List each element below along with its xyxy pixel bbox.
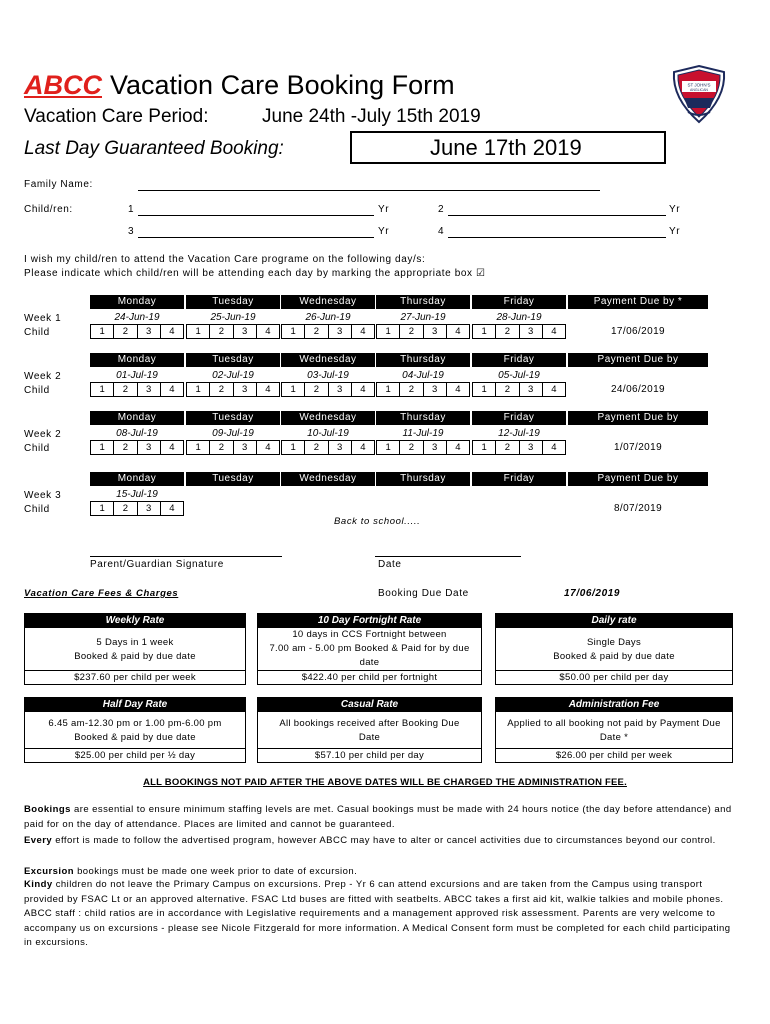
child-checkbox-3[interactable]: 3	[138, 441, 161, 454]
child-checkbox-4[interactable]: 4	[265, 442, 271, 453]
fee-box-line: Date	[358, 732, 381, 743]
svg-text:ST JOHN'S: ST JOHN'S	[687, 82, 711, 88]
yr-label: Yr	[669, 204, 681, 215]
child-checkbox-3[interactable]: 3	[424, 441, 447, 454]
payment-due-header: Payment Due by	[568, 353, 708, 367]
period-value: June 24th -July 15th 2019	[262, 106, 481, 127]
child-checkbox-row	[186, 324, 280, 339]
child-checkbox-2[interactable]: 2	[496, 325, 519, 338]
day-header-wednesday: Wednesday	[281, 353, 375, 367]
day-date: 26-Jun-19	[281, 311, 375, 325]
day-header-tuesday: Tuesday	[186, 353, 280, 367]
day-header-wednesday: Wednesday	[281, 472, 375, 486]
day-header-monday: Monday	[90, 295, 184, 309]
day-header-friday: Friday	[472, 411, 566, 425]
fee-box	[495, 697, 733, 763]
fee-box	[257, 697, 482, 763]
child-slot-1: 1	[128, 204, 135, 215]
child-checkbox-3[interactable]: 3	[329, 325, 352, 338]
fee-box-title: Half Day Rate	[25, 698, 245, 712]
day-date: 01-Jul-19	[90, 369, 184, 383]
title-text: Vacation Care Booking Form	[110, 70, 455, 100]
child-checkbox-4[interactable]: 4	[169, 384, 175, 395]
child-label: Child	[24, 504, 50, 515]
day-date: 02-Jul-19	[186, 369, 280, 383]
child-checkbox-4[interactable]: 4	[455, 384, 461, 395]
child-checkbox-2[interactable]: 2	[114, 441, 137, 454]
booking-due-value: 17/06/2019	[564, 588, 621, 599]
day-header-monday: Monday	[90, 472, 184, 486]
fee-box-title: Daily rate	[496, 614, 732, 628]
brand-name: ABCC	[24, 70, 102, 100]
child-checkbox-4[interactable]: 4	[455, 442, 461, 453]
instruction-line-2: Please indicate which child/ren will be attending each day by marking the appropriate box ☑	[24, 268, 486, 279]
child-checkbox-2[interactable]: 2	[210, 383, 233, 396]
child-checkbox-1[interactable]: 1	[187, 441, 210, 454]
child-checkbox-row	[376, 440, 470, 455]
fee-box-line: 5 Days in 1 week	[96, 637, 174, 648]
yr-label: Yr	[378, 204, 390, 215]
payment-due-date: 8/07/2019	[613, 503, 663, 514]
day-date: 10-Jul-19	[281, 427, 375, 441]
fee-box-title: Administration Fee	[496, 698, 732, 712]
child-checkbox-row	[90, 382, 184, 397]
day-header-friday: Friday	[472, 295, 566, 309]
child-slot-4: 4	[438, 226, 445, 237]
child-checkbox-row	[186, 440, 280, 455]
child-checkbox-1[interactable]: 1	[473, 383, 496, 396]
child-checkbox-2[interactable]: 2	[210, 441, 233, 454]
child-checkbox-2[interactable]: 2	[496, 441, 519, 454]
day-header-wednesday: Wednesday	[281, 295, 375, 309]
day-header-thursday: Thursday	[376, 353, 470, 367]
child-checkbox-1[interactable]: 1	[377, 325, 400, 338]
bookings-paragraph	[24, 803, 732, 832]
family-name-label: Family Name:	[24, 179, 93, 190]
child-checkbox-row	[186, 382, 280, 397]
child-checkbox-3[interactable]: 3	[520, 325, 543, 338]
child-checkbox-4[interactable]: 4	[551, 326, 557, 337]
child-slot-3: 3	[128, 226, 135, 237]
fee-box-body	[496, 628, 732, 670]
child-checkbox-4[interactable]: 4	[455, 326, 461, 337]
day-header-friday: Friday	[472, 472, 566, 486]
child-label: Child	[24, 385, 50, 396]
kindy-text: children do not leave the Primary Campus on excursions. Prep - Yr 6 can attend excursions and are taken from the Campus using transport provided by FSAC Lt or an approved alternative. FSAC Ltd buses are fitted with seatbelts. ABCC takes a first aid kit, walkie talkies and mobile phones. ABCC staff : child ratios are in accordance with Legislative requirements and a management approved risk assessment. Parents are very welcome to accompany us on excursions - please see Nicole Fitzgerald for more information. A Medical Consent form must be completed for each child participating in excursions.	[24, 879, 731, 948]
payment-due-date: 1/07/2019	[613, 442, 663, 453]
fee-box-line: Single Days	[587, 637, 641, 648]
child-checkbox-1[interactable]: 1	[91, 383, 114, 396]
child-checkbox-2[interactable]: 2	[114, 383, 137, 396]
bookings-text: are essential to ensure minimum staffing levels are met. Casual bookings must be made with 24 hours notice (the day before attendance) and paid for on the day of attendance. Places are limited and cannot be guaranteed.	[24, 804, 732, 830]
child-checkbox-1[interactable]: 1	[282, 441, 305, 454]
day-header-monday: Monday	[90, 411, 184, 425]
child-checkbox-row	[281, 440, 375, 455]
date-label: Date	[378, 559, 402, 570]
child-checkbox-row	[472, 382, 566, 397]
child-checkbox-1[interactable]: 1	[377, 441, 400, 454]
child-checkbox-3[interactable]: 3	[138, 383, 161, 396]
fee-box-line: Booked & paid by due date	[553, 651, 675, 662]
lastday-value: June 17th 2019	[350, 131, 666, 164]
child-checkbox-2[interactable]: 2	[400, 383, 423, 396]
child-checkbox-4[interactable]: 4	[265, 326, 271, 337]
bookings-lead: Bookings	[24, 804, 71, 815]
payment-due-date: 24/06/2019	[610, 384, 666, 395]
child-checkbox-1[interactable]: 1	[91, 441, 114, 454]
child-checkbox-1[interactable]: 1	[187, 325, 210, 338]
child-checkbox-2[interactable]: 2	[305, 325, 328, 338]
child-checkbox-1[interactable]: 1	[91, 325, 114, 338]
fee-box-price: $26.00 per child per week	[496, 748, 732, 762]
child-checkbox-4[interactable]: 4	[551, 384, 557, 395]
fee-box-price: $422.40 per child per fortnight	[258, 670, 481, 684]
children-label: Child/ren:	[24, 204, 73, 215]
child-4-field[interactable]	[448, 237, 666, 238]
child-checkbox-1[interactable]: 1	[473, 325, 496, 338]
child-checkbox-3[interactable]: 3	[234, 383, 257, 396]
parent-signature-label: Parent/Guardian Signature	[90, 559, 224, 570]
period-label: Vacation Care Period:	[24, 106, 209, 127]
child-checkbox-3[interactable]: 3	[234, 441, 257, 454]
day-header-thursday: Thursday	[376, 411, 470, 425]
child-2-field[interactable]	[448, 215, 666, 216]
child-checkbox-2[interactable]: 2	[400, 441, 423, 454]
fee-box	[495, 613, 733, 685]
child-checkbox-3[interactable]: 3	[424, 325, 447, 338]
child-checkbox-1[interactable]: 1	[282, 383, 305, 396]
child-checkbox-1[interactable]: 1	[377, 383, 400, 396]
day-date: 27-Jun-19	[376, 311, 470, 325]
fee-box-line: date	[359, 657, 380, 668]
day-date: 04-Jul-19	[376, 369, 470, 383]
day-header-thursday: Thursday	[376, 295, 470, 309]
fee-box	[24, 697, 246, 763]
day-header-tuesday: Tuesday	[186, 472, 280, 486]
day-date: 24-Jun-19	[90, 311, 184, 325]
child-slot-2: 2	[438, 204, 445, 215]
child-checkbox-1[interactable]: 1	[282, 325, 305, 338]
child-checkbox-row	[281, 324, 375, 339]
kindy-paragraph	[24, 878, 736, 951]
week-label: Week 1	[24, 313, 62, 324]
kindy-lead: Kindy	[24, 879, 53, 890]
child-checkbox-4[interactable]: 4	[169, 503, 175, 514]
day-date: 12-Jul-19	[472, 427, 566, 441]
payment-due-header: Payment Due by *	[568, 295, 708, 309]
fee-box-line: 10 days in CCS Fortnight between	[292, 629, 447, 640]
instruction-line-1: I wish my child/ren to attend the Vacation Care programe on the following day/s:	[24, 254, 426, 265]
back-to-school-note: Back to school.....	[334, 516, 421, 527]
fee-box-title: 10 Day Fortnight Rate	[258, 614, 481, 628]
week-label: Week 2	[24, 429, 62, 440]
fee-box-line: 6.45 am-12.30 pm or 1.00 pm-6.00 pm	[48, 718, 222, 729]
payment-due-header: Payment Due by	[568, 411, 708, 425]
child-checkbox-2[interactable]: 2	[114, 325, 137, 338]
child-label: Child	[24, 327, 50, 338]
fee-box-price: $25.00 per child per ½ day	[25, 748, 245, 762]
fee-box-price: $237.60 per child per week	[25, 670, 245, 684]
child-checkbox-4[interactable]: 4	[169, 326, 175, 337]
excursion-text: bookings must be made one week prior to date of excursion.	[73, 866, 358, 877]
day-date: 08-Jul-19	[90, 427, 184, 441]
child-checkbox-row	[90, 501, 184, 516]
day-header-thursday: Thursday	[376, 472, 470, 486]
child-checkbox-row	[376, 324, 470, 339]
child-checkbox-row	[90, 440, 184, 455]
fee-box-line: Applied to all booking not paid by Payment Due	[507, 718, 721, 729]
child-checkbox-row	[472, 324, 566, 339]
fee-box	[257, 613, 482, 685]
school-crest-logo-icon	[668, 64, 730, 126]
day-date: 25-Jun-19	[186, 311, 280, 325]
child-checkbox-row	[281, 382, 375, 397]
fee-box-body	[496, 712, 732, 748]
week-label: Week 2	[24, 371, 62, 382]
child-checkbox-4[interactable]: 4	[551, 442, 557, 453]
signature-line[interactable]	[90, 556, 282, 557]
child-checkbox-3[interactable]: 3	[520, 383, 543, 396]
child-checkbox-2[interactable]: 2	[210, 325, 233, 338]
form-title	[24, 68, 455, 102]
child-checkbox-1[interactable]: 1	[91, 502, 114, 515]
day-header-friday: Friday	[472, 353, 566, 367]
child-checkbox-4[interactable]: 4	[265, 384, 271, 395]
child-checkbox-3[interactable]: 3	[138, 502, 161, 515]
svg-text:ANGLICAN: ANGLICAN	[690, 88, 708, 92]
child-checkbox-4[interactable]: 4	[169, 442, 175, 453]
child-checkbox-1[interactable]: 1	[473, 441, 496, 454]
child-checkbox-2[interactable]: 2	[114, 502, 137, 515]
day-date: 05-Jul-19	[472, 369, 566, 383]
fee-box-line: Booked & paid by due date	[74, 732, 196, 743]
yr-label: Yr	[378, 226, 390, 237]
every-text: effort is made to follow the advertised program, however ABCC may have to alter or cancel activities due to circumstances beyond our control.	[52, 835, 716, 846]
day-header-tuesday: Tuesday	[186, 411, 280, 425]
family-name-field[interactable]	[138, 190, 600, 191]
payment-due-header: Payment Due by	[568, 472, 708, 486]
child-checkbox-row	[472, 440, 566, 455]
fee-box-price: $57.10 per child per day	[258, 748, 481, 762]
day-date: 15-Jul-19	[90, 488, 184, 502]
child-checkbox-3[interactable]: 3	[138, 325, 161, 338]
fee-box-title: Weekly Rate	[25, 614, 245, 628]
fee-box-price: $50.00 per child per day	[496, 670, 732, 684]
child-checkbox-2[interactable]: 2	[305, 441, 328, 454]
day-date: 11-Jul-19	[376, 427, 470, 441]
child-checkbox-4[interactable]: 4	[360, 442, 366, 453]
fee-box-body	[258, 712, 481, 748]
day-date: 03-Jul-19	[281, 369, 375, 383]
every-lead: Every	[24, 835, 53, 846]
child-label: Child	[24, 443, 50, 454]
fee-box-line: Date *	[599, 732, 629, 743]
child-checkbox-3[interactable]: 3	[329, 383, 352, 396]
child-checkbox-4[interactable]: 4	[360, 326, 366, 337]
fee-box-line: 7.00 am - 5.00 pm Booked & Paid for by due	[269, 643, 470, 654]
day-date: 28-Jun-19	[472, 311, 566, 325]
fee-box-line: All bookings received after Booking Due	[279, 718, 460, 729]
day-header-monday: Monday	[90, 353, 184, 367]
child-checkbox-3[interactable]: 3	[234, 325, 257, 338]
day-header-wednesday: Wednesday	[281, 411, 375, 425]
admin-fee-notice: ALL BOOKINGS NOT PAID AFTER THE ABOVE DATES WILL BE CHARGED THE ADMINISTRATION FEE.	[143, 777, 627, 788]
child-checkbox-3[interactable]: 3	[329, 441, 352, 454]
yr-label: Yr	[669, 226, 681, 237]
booking-due-label: Booking Due Date	[378, 588, 469, 599]
fee-box-body	[258, 628, 481, 670]
fee-box-title: Casual Rate	[258, 698, 481, 712]
fees-title: Vacation Care Fees & Charges	[24, 588, 179, 599]
fee-box-body	[25, 628, 245, 670]
child-checkbox-4[interactable]: 4	[360, 384, 366, 395]
child-checkbox-3[interactable]: 3	[520, 441, 543, 454]
fee-box-body	[25, 712, 245, 748]
fee-box	[24, 613, 246, 685]
child-checkbox-2[interactable]: 2	[496, 383, 519, 396]
child-3-field[interactable]	[138, 237, 374, 238]
child-checkbox-row	[90, 324, 184, 339]
every-paragraph	[24, 834, 724, 849]
day-header-tuesday: Tuesday	[186, 295, 280, 309]
child-checkbox-2[interactable]: 2	[400, 325, 423, 338]
child-checkbox-1[interactable]: 1	[187, 383, 210, 396]
child-1-field[interactable]	[138, 215, 374, 216]
child-checkbox-3[interactable]: 3	[424, 383, 447, 396]
child-checkbox-row	[376, 382, 470, 397]
excursion-lead: Excursion	[24, 866, 74, 877]
date-line[interactable]	[375, 556, 521, 557]
child-checkbox-2[interactable]: 2	[305, 383, 328, 396]
lastday-label: Last Day Guaranteed Booking:	[24, 138, 284, 159]
fee-box-line: Booked & paid by due date	[74, 651, 196, 662]
week-label: Week 3	[24, 490, 62, 501]
day-date: 09-Jul-19	[186, 427, 280, 441]
payment-due-date: 17/06/2019	[610, 326, 666, 337]
